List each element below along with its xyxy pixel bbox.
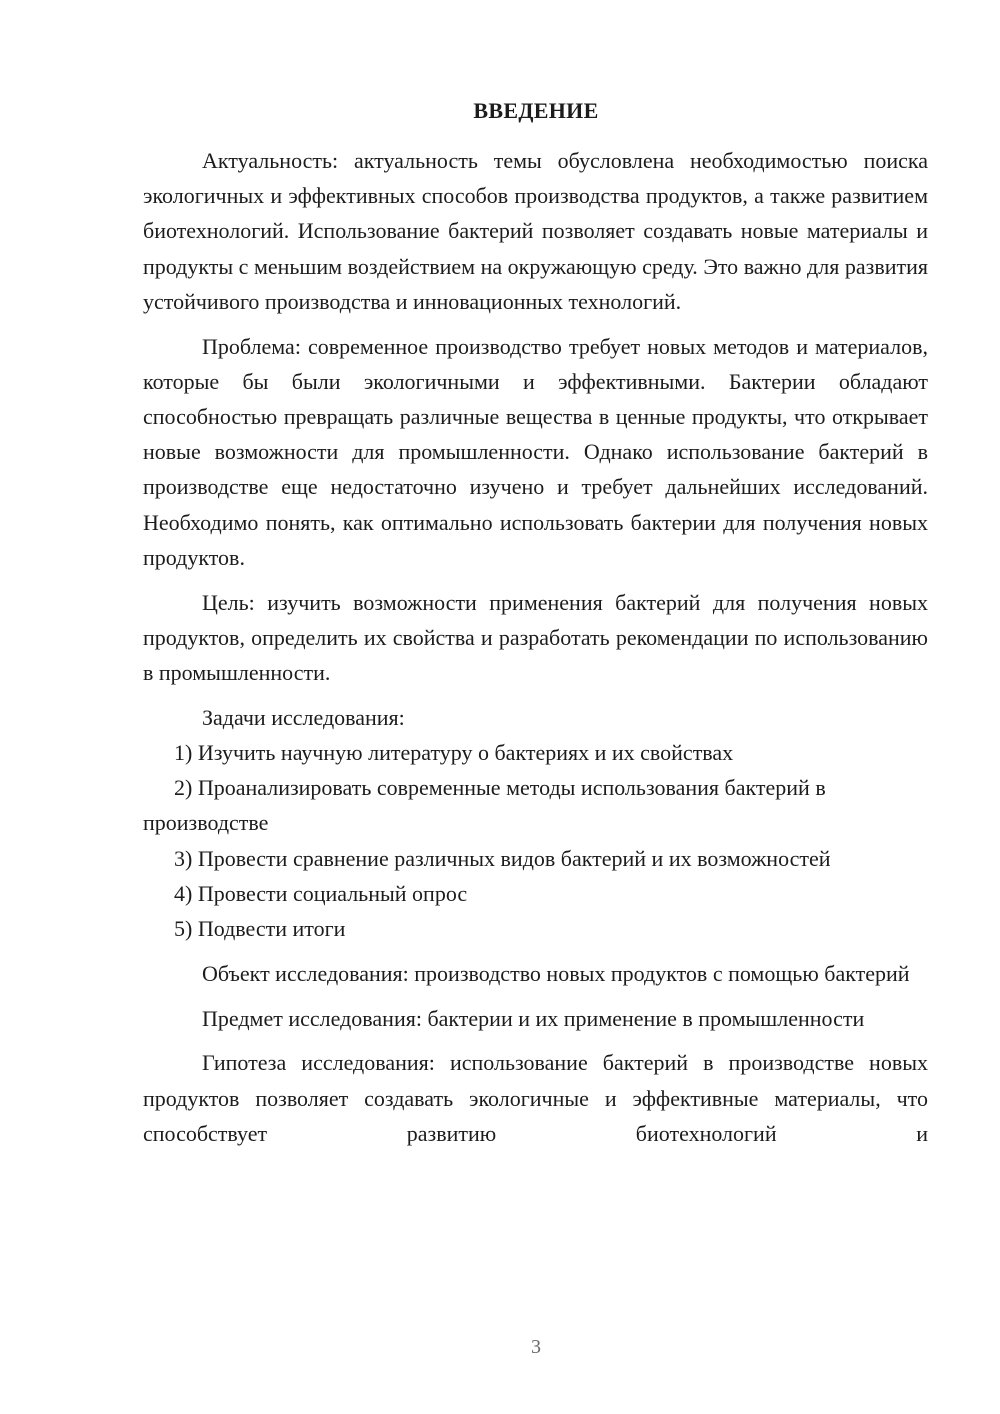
task-item-2: 2) Проанализировать современные методы использования бактерий в производстве bbox=[143, 775, 826, 836]
paragraph-goal: Цель: изучить возможности применения бактерий для получения новых продуктов, определить их свойства и разработать рекомендации по использованию в промышленности. bbox=[143, 589, 928, 686]
paragraph-hypothesis: Гипотеза исследования: использование бактерий в производстве новых продуктов позволяет создавать экологичные и эффективные материалы, что способствует развитию биотехнологий и bbox=[143, 1050, 928, 1146]
task-item-1: 1) Изучить научную литературу о бактериях и их свойствах bbox=[174, 740, 734, 766]
paragraph-relevance: Актуальность: актуальность темы обусловлена необходимостью поиска экологичных и эффективных способов производства продуктов, а также развитием биотехнологий. Использование бактерий позволяет создавать новые материалы и продукты с меньшим воздействием на окружающую среду. Это важно для развития устойчивого производства и инновационных технологий. bbox=[143, 148, 928, 314]
paragraph-problem: Проблема: современное производство требует новых методов и материалов, которые бы были экологичными и эффективными. Бактерии обладают способностью превращать различные вещества в ценные продукты, что открывает новые возможности для промышленности. Однако использование бактерий в производстве еще недостаточно изучено и требует дальнейших исследований. Необходимо понять, как оптимально использовать бактерии для получения новых продуктов. bbox=[143, 333, 928, 570]
task-item-5: 5) Подвести итоги bbox=[174, 916, 346, 942]
paragraph-object: Объект исследования: производство новых продуктов с помощью бактерий bbox=[202, 960, 910, 986]
document-body bbox=[143, 143, 928, 1151]
page-number: 3 bbox=[531, 1336, 541, 1358]
tasks-heading: Задачи исследования: bbox=[202, 704, 405, 730]
page-title: ВВЕДЕНИЕ bbox=[473, 98, 599, 123]
task-item-4: 4) Провести социальный опрос bbox=[174, 880, 468, 906]
paragraph-subject: Предмет исследования: бактерии и их применение в промышленности bbox=[202, 1005, 865, 1031]
task-item-3: 3) Провести сравнение различных видов бактерий и их возможностей bbox=[174, 845, 831, 871]
